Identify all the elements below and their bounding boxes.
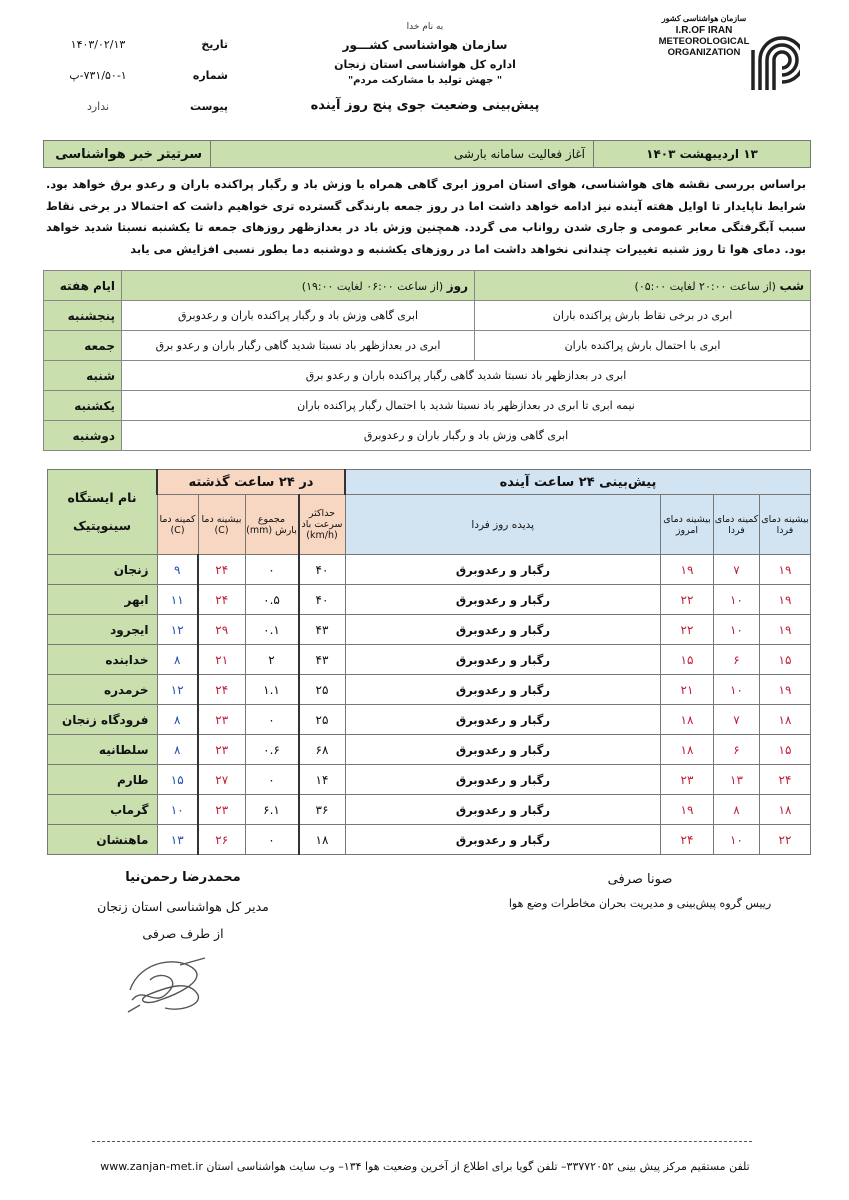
past-min-temp: ۱۱ [157, 585, 198, 615]
station-row [48, 675, 811, 705]
logo-text-line2: METEOROLOGICAL [658, 36, 750, 47]
tomorrow-min-temp: ۷ [714, 555, 760, 585]
weekly-row [44, 391, 811, 421]
headline-bar [43, 140, 811, 168]
tomorrow-min-temp: ۱۰ [714, 615, 760, 645]
past-max-temp: ۲۳ [198, 705, 245, 735]
past-max-wind: ۴۰ [299, 555, 346, 585]
today-max-temp: ۱۹ [661, 795, 714, 825]
past-max-wind: ۶۸ [299, 735, 346, 765]
date-value: ۱۴۰۳/۰۲/۱۳ [70, 38, 126, 51]
station-name: خدابنده [48, 645, 158, 675]
station-row [48, 765, 811, 795]
min-temp-header: کمینه دما (C) [157, 495, 198, 555]
weekly-row [44, 331, 811, 361]
today-max-temp: ۲۲ [661, 615, 714, 645]
tomorrow-max-temp: ۱۸ [760, 705, 811, 735]
past-max-wind: ۱۸ [299, 825, 346, 855]
past-rainfall: ۰ [245, 555, 299, 585]
tomorrow-phenomenon: رگبار و رعدوبرق [345, 675, 661, 705]
max-wind-header: حداکثر سرعت باد (km/h) [299, 495, 346, 555]
handwritten-signature [120, 950, 215, 1015]
past-rainfall: ۰ [245, 825, 299, 855]
logo-text-line1: I.R.OF IRAN [675, 25, 733, 36]
date-label: تاریخ [201, 38, 228, 51]
attachment-label: پیوست [190, 100, 228, 113]
slogan: " جهش تولید با مشارکت مردم" [347, 75, 503, 86]
past-rainfall: ۰ [245, 765, 299, 795]
past-rainfall: ۲ [245, 645, 299, 675]
past-rainfall: ۰.۶ [245, 735, 299, 765]
logo-text-fa: سازمان هواشناسی کشور [661, 14, 747, 23]
today-max-temp: ۲۲ [661, 585, 714, 615]
on-behalf-note: از طرف صرفی [142, 926, 224, 941]
past-min-temp: ۹ [157, 555, 198, 585]
past-max-wind: ۲۵ [299, 705, 346, 735]
tomorrow-max-temp: ۱۹ [760, 675, 811, 705]
station-row [48, 585, 811, 615]
weekly-forecast-table [43, 270, 811, 451]
night-range: (از ساعت ۲۰:۰۰ لغایت ۰۵:۰۰) [634, 279, 776, 293]
day-name: شنبه [44, 361, 122, 391]
tomorrow-max-temp: ۱۵ [760, 735, 811, 765]
office-name: اداره کل هواشناسی استان زنجان [334, 58, 516, 71]
letterhead [290, 22, 560, 113]
tomorrow-max-temp: ۱۹ [760, 585, 811, 615]
today-max-temp: ۲۱ [661, 675, 714, 705]
past-max-temp: ۲۷ [198, 765, 245, 795]
station-name: ابهر [48, 585, 158, 615]
tomorrow-min-temp: ۶ [714, 735, 760, 765]
station-name: فرودگاه زنجان [48, 705, 158, 735]
day-name: جمعه [44, 331, 122, 361]
phenomenon-header: پدیده روز فردا [345, 495, 661, 555]
tomorrow-phenomenon: رگبار و رعدوبرق [345, 795, 661, 825]
past-max-temp: ۲۳ [198, 795, 245, 825]
forecaster-name: صونا صرفی [607, 872, 673, 887]
tomorrow-max-temp: ۱۵ [760, 645, 811, 675]
daytime-forecast: ابری در بعدازظهر باد نسبتا شدید گاهی رگبار باران و رعدو برق [122, 331, 475, 361]
past-max-temp: ۲۴ [198, 675, 245, 705]
today-max-temp: ۲۳ [661, 765, 714, 795]
day-forecast: نیمه ابری تا ابری در بعدازظهر باد نسبتا شدید با احتمال رگبار پراکنده باران [122, 391, 811, 421]
tomorrow-phenomenon: رگبار و رعدوبرق [345, 555, 661, 585]
today-max-temp: ۲۴ [661, 825, 714, 855]
today-max-temp: ۱۸ [661, 705, 714, 735]
day-name: دوشنبه [44, 421, 122, 451]
forecast-summary: براساس بررسی نقشه های هواشناسی، هوای استان امروز ابری گاهی همراه با وزش باد و رگبار پراکنده باران و رعدو برق خواهد بود. شرایط ناپایدار تا اوایل هفته آینده نیز ادامه خواهد داشت اما در روز جمعه بارندگی گسترده تری خواهیم داشت که احتمالا در برخی نقاط سبب آبگرفتگی معابر عمومی و جاری شدن رواناب می گردد. همچنین وزش باد در بعدازظهر روزهای جمعه تا یکشنبه نسبتا شدید خواهد بود. دمای هوا تا روز شنبه تغییرات چندانی نخواهد داشت اما در روزهای یکشنبه و دوشنبه دما بطور نسبی افزایش می یابد [46, 177, 806, 256]
past-max-wind: ۲۵ [299, 675, 346, 705]
headline-label: سرتیتر خبر هواشناسی [44, 141, 211, 168]
station-name: ماهنشان [48, 825, 158, 855]
weekly-row [44, 301, 811, 331]
logo-text-line3: ORGANIZATION [667, 47, 741, 58]
tomorrow-phenomenon: رگبار و رعدوبرق [345, 705, 661, 735]
organization-name: سازمان هواشناسی کشـــور [342, 38, 508, 52]
today-max-temp: ۱۵ [661, 645, 714, 675]
past-min-temp: ۱۲ [157, 675, 198, 705]
past-max-wind: ۴۰ [299, 585, 346, 615]
past-rainfall: ۰ [245, 705, 299, 735]
station-name: طارم [48, 765, 158, 795]
night-forecast: ابری با احتمال بارش پراکنده باران [475, 331, 811, 361]
footer-divider [92, 1141, 752, 1142]
days-column-header: ایام هفته [44, 271, 122, 301]
today-max-temp: ۱۸ [661, 735, 714, 765]
weekly-row [44, 361, 811, 391]
attachment-value: ندارد [86, 100, 110, 113]
past-max-temp: ۲۴ [198, 585, 245, 615]
daytime-label: روز [446, 278, 468, 293]
station-forecast-table [47, 469, 811, 855]
tomorrow-min-temp: ۱۰ [714, 825, 760, 855]
past-max-wind: ۳۶ [299, 795, 346, 825]
today-max-temp: ۱۹ [661, 555, 714, 585]
number-value: ۷۳۱/۵۰-۱-پ [69, 69, 127, 82]
station-row [48, 555, 811, 585]
past-max-temp: ۲۱ [198, 645, 245, 675]
footer-contact: تلفن مستقیم مرکز پیش بینی ۳۳۷۷۲۰۵۲– تلفن گویا برای اطلاع از آخرین وضعیت هوا ۱۳۴– وب سایت هواشناسی استان www.zanjan-met.ir [100, 1160, 750, 1173]
tomorrow-min-temp: ۱۳ [714, 765, 760, 795]
station-row [48, 645, 811, 675]
document-meta [48, 38, 228, 131]
day-name: پنجشنبه [44, 301, 122, 331]
past-max-wind: ۴۳ [299, 645, 346, 675]
tomorrow-min-temp: ۱۰ [714, 675, 760, 705]
past-rainfall: ۶.۱ [245, 795, 299, 825]
tomorrow-phenomenon: رگبار و رعدوبرق [345, 765, 661, 795]
past-rainfall: ۰.۵ [245, 585, 299, 615]
tomorrow-phenomenon: رگبار و رعدوبرق [345, 735, 661, 765]
max-temp-header: بیشینه دما (C) [198, 495, 245, 555]
tomorrow-phenomenon: رگبار و رعدوبرق [345, 825, 661, 855]
station-name: گرماب [48, 795, 158, 825]
station-name: خرمدره [48, 675, 158, 705]
station-row [48, 825, 811, 855]
tomorrow-max-temp: ۱۹ [760, 555, 811, 585]
station-row [48, 615, 811, 645]
min-tomorrow-header: کمینه دمای فردا [714, 495, 760, 555]
tomorrow-max-temp: ۱۹ [760, 615, 811, 645]
past-max-wind: ۴۳ [299, 615, 346, 645]
tomorrow-phenomenon: رگبار و رعدوبرق [345, 645, 661, 675]
daytime-column-header [122, 271, 475, 301]
next-24h-header: پیش‌بینی ۲۴ ساعت آینده [345, 470, 811, 495]
tomorrow-min-temp: ۱۰ [714, 585, 760, 615]
station-name: ایجرود [48, 615, 158, 645]
past-min-temp: ۱۳ [157, 825, 198, 855]
night-forecast: ابری در برخی نقاط بارش پراکنده باران [475, 301, 811, 331]
past-max-temp: ۲۶ [198, 825, 245, 855]
forecaster-role: رییس گروه پیش‌بینی و مدیریت بحران مخاطرات وضع هوا [508, 897, 772, 910]
past-max-wind: ۱۴ [299, 765, 346, 795]
past-max-temp: ۲۳ [198, 735, 245, 765]
past-min-temp: ۸ [157, 645, 198, 675]
daytime-forecast: ابری گاهی وزش باد و رگبار پراکنده باران و رعدوبرق [122, 301, 475, 331]
tomorrow-min-temp: ۶ [714, 645, 760, 675]
tomorrow-min-temp: ۷ [714, 705, 760, 735]
tomorrow-min-temp: ۸ [714, 795, 760, 825]
director-role: مدیر کل هواشناسی استان زنجان [97, 899, 269, 914]
director-signature-block [68, 870, 298, 941]
station-row [48, 705, 811, 735]
tomorrow-phenomenon: رگبار و رعدوبرق [345, 585, 661, 615]
document-title: پیش‌بینی وضعیت جوی پنج روز آینده [310, 98, 540, 113]
past-min-temp: ۱۰ [157, 795, 198, 825]
tomorrow-phenomenon: رگبار و رعدوبرق [345, 615, 661, 645]
night-label: شب [779, 278, 804, 293]
tomorrow-max-temp: ۲۴ [760, 765, 811, 795]
day-forecast: ابری گاهی وزش باد و رگبار باران و رعدوبرق [122, 421, 811, 451]
number-label: شماره [192, 69, 228, 82]
forecaster-signature-block [480, 872, 800, 910]
station-name-header: نام ایستگاه سینوپتیک [48, 470, 158, 555]
station-row [48, 735, 811, 765]
spiral-logo-icon [750, 20, 800, 94]
past-max-temp: ۲۹ [198, 615, 245, 645]
max-today-header: بیشینه دمای امروز [661, 495, 714, 555]
night-column-header [475, 271, 811, 301]
past-24h-header: در ۲۴ ساعت گذشته [157, 470, 345, 495]
day-name: یکشنبه [44, 391, 122, 421]
past-min-temp: ۱۵ [157, 765, 198, 795]
meteorological-organization-logo [650, 14, 800, 99]
past-min-temp: ۱۲ [157, 615, 198, 645]
bismillah: به نام خدا [406, 22, 444, 32]
headline-date: ۱۳ اردیبهشت ۱۴۰۳ [594, 141, 811, 168]
past-rainfall: ۱.۱ [245, 675, 299, 705]
tomorrow-max-temp: ۲۲ [760, 825, 811, 855]
tomorrow-max-temp: ۱۸ [760, 795, 811, 825]
weekly-row [44, 421, 811, 451]
daytime-range: (از ساعت ۰۶:۰۰ لغایت ۱۹:۰۰) [301, 279, 444, 293]
rainfall-header: مجموع بارش (mm) [245, 495, 299, 555]
past-max-temp: ۲۴ [198, 555, 245, 585]
past-min-temp: ۸ [157, 705, 198, 735]
past-rainfall: ۰.۱ [245, 615, 299, 645]
station-name: زنجان [48, 555, 158, 585]
max-tomorrow-header: بیشینه دمای فردا [760, 495, 811, 555]
past-min-temp: ۸ [157, 735, 198, 765]
day-forecast: ابری در بعدازظهر باد نسبتا شدید گاهی رگبار پراکنده باران و رعدو برق [122, 361, 811, 391]
headline-text: آغاز فعالیت سامانه بارشی [211, 141, 594, 168]
director-name: محمدرضا رحمن‌نیا [125, 870, 241, 885]
station-name: سلطانیه [48, 735, 158, 765]
station-row [48, 795, 811, 825]
